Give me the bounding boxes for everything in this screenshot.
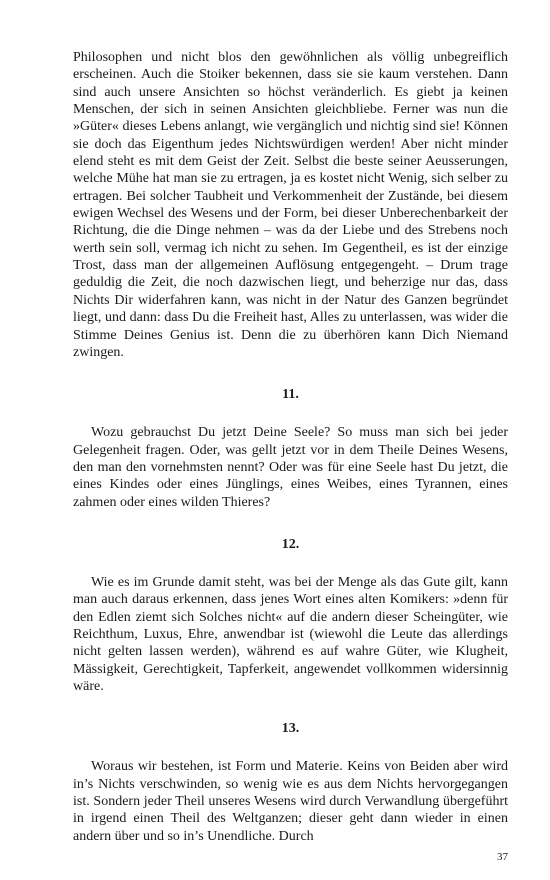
paragraph-continued: Philosophen und nicht blos den gewöhnlichen als völlig unbegreiflich erscheinen. Auch die Stoiker bekennen, dass sie sie kaum verstehen. Dann sind auch unsere Ansichten so höchst veränderlich. Es giebt ja keinen Menschen, der sich in seinen Ansichten gleichbliebe. Ferner was nun die »Güter« dieses Lebens anlangt, wie vergänglich und nichtig sind sie! Können sie doch das Eigenthum jedes Nichtswürdigen werden! Aber nicht minder elend steht es mit dem Geist der Zeit. Selbst die beste seiner Aeusserungen, welche Mühe hat man sie zu ertragen, ja es kostet nicht Wenig, sich selber zu ertragen. Bei solcher Taubheit und Verkommenheit der Zustände, bei diesem ewigen Wechsel des Wesens und der Form, bei dieser Unberechenbarkeit der Richtung, die die Dinge nehmen – was da der Liebe und des Strebens noch werth sein soll, vermag ich nicht zu sehen. Im Gegentheil, es ist der einzige Trost, dass man der allgemeinen Auflösung entgegengeht. – Drum trage geduldig die Zeit, die noch dazwischen liegt, und beherzige nur das, dass Nichts Dir widerfahren kann, was nicht in der Natur des Ganzen begründet liegt, und dann: dass Du die Freiheit hast, Alles zu unterlassen, was wider die Stimme Deines Genius ist. Denn die zu überhören kann Dich Niemand zwingen.: [73, 50, 508, 360]
section-12-text: Wie es im Grunde damit steht, was bei der Menge als das Gute gilt, kann man auch daraus erkennen, dass jenes Wort eines alten Komikers: »denn für den Edlen ziemt sich Solches nicht« auf die andern dieser Scheingüter, wie Reichthum, Luxus, Ehre, anwendbar ist (wiewohl die Leute das allerdings nicht gelten lassen werden), während es auf wahre Güter, wie Klugheit, Mässigkeit, Gerechtigkeit, Tapferkeit, angewendet vollkommen widersinnig wäre.: [73, 574, 508, 694]
page-number: 37: [497, 851, 508, 863]
book-page: [73, 49, 508, 845]
section-11-text: Wozu gebrauchst Du jetzt Deine Seele? So muss man sich bei jeder Gelegenheit fragen. Oder, was gellt jetzt vor in dem Theile Deines Wesens, den man den vornehmsten nennt? Oder was für eine Seele hast Du jetzt, die eines Kindes oder eines Jünglings, eines Weibes, eines Tyrannen, eines zahmen oder eines wilden Thieres?: [73, 425, 508, 510]
section-number-11: 11.: [282, 387, 299, 403]
section-13-text: Woraus wir bestehen, ist Form und Materie. Keins von Beiden aber wird in’s Nichts verschwinden, so wenig wie es aus dem Nichts hervorgegangen ist. Sondern jeder Theil unseres Wesens wird durch Verwandlung übergeführt in irgend einen Theil des Weltganzen; dieser geht dann wieder in einen andern über und so in’s Unendliche. Durch: [73, 759, 508, 844]
section-number-12: 12.: [281, 536, 300, 552]
section-number-13: 13.: [281, 721, 300, 737]
